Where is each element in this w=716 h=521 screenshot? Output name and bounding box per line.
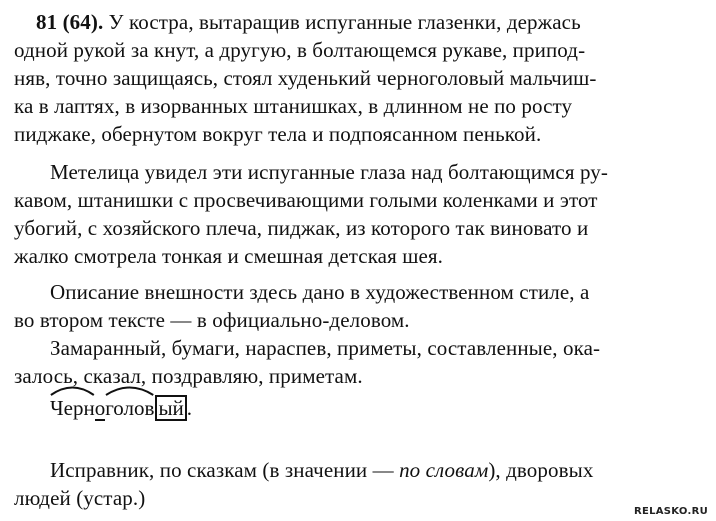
paragraph-5-italic: по словам xyxy=(399,458,489,482)
word-morphemic-analysis xyxy=(50,395,192,435)
paragraph-5-post: ), дворовых xyxy=(488,458,594,482)
root-1-text: Черн xyxy=(50,396,95,420)
watermark: RELASKO.RU xyxy=(633,506,708,517)
exercise-number: 81 xyxy=(36,10,58,34)
paragraph-2-line-4: жалко смотрела тонкая и смешная детская шея. xyxy=(14,244,444,268)
paragraph-4-line-1: Замаранный, бумаги, нараспев, приметы, составленные, ока- xyxy=(50,336,601,360)
paragraph-5-line-1 xyxy=(50,458,593,483)
paragraph-2-line-1: Метелица увидел эти испуганные глаза над болтающимся ру- xyxy=(50,160,608,184)
root-2 xyxy=(105,396,154,421)
paragraph-1-line-1 xyxy=(36,10,581,35)
paragraph-5-pre: Исправник, по сказкам (в значении — xyxy=(50,458,400,482)
paragraph-1-line-3: няв, точно защищаясь, стоял худенький черноголовый мальчиш- xyxy=(14,66,597,90)
paragraph-1-line-4: ка в лаптях, в изорванных штанишках, в длинном не по росту xyxy=(14,94,573,118)
paragraph-2-line-2: кавом, штанишки с просвечивающими голыми коленками и этот xyxy=(14,188,598,212)
root-1 xyxy=(50,396,95,421)
root-1-arc-icon xyxy=(50,382,95,396)
paragraph-1-text: У костра, вытаращив испуганные глазенки, держась xyxy=(108,10,581,34)
paragraph-2-line-3: убогий, с хозяйского плеча, пиджак, из которого так виновато и xyxy=(14,216,589,240)
word-ending: ый xyxy=(155,395,186,421)
paragraph-3-line-1: Описание внешности здесь дано в художественном стиле, а xyxy=(50,280,590,304)
paragraph-4-line-2: залось, сказал, поздравляю, приметам. xyxy=(14,364,363,388)
paragraph-3-line-2: во втором тексте — в официально-деловом. xyxy=(14,308,410,332)
exercise-paren-number: (64). xyxy=(62,10,104,34)
root-2-arc-icon xyxy=(105,382,154,396)
connecting-vowel: о xyxy=(94,396,106,420)
word-period: . xyxy=(186,396,193,420)
paragraph-1-line-5: пиджаке, обернутом вокруг тела и подпоясанном пенькой. xyxy=(14,122,542,146)
paragraph-5-line-2: людей (устар.) xyxy=(14,486,146,510)
root-2-text: голов xyxy=(105,396,155,420)
paragraph-1-line-2: одной рукой за кнут, а другую, в болтающемся рукаве, припод- xyxy=(14,38,586,62)
